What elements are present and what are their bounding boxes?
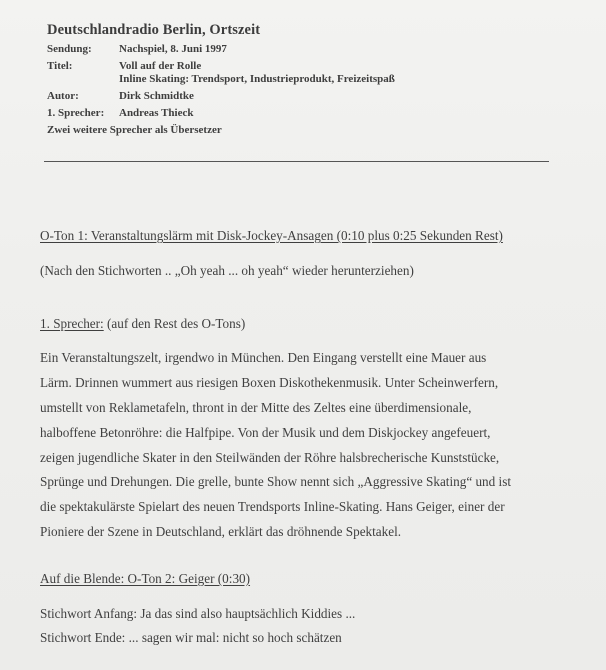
autor-label: Autor: (47, 90, 79, 102)
titel-line-1: Voll auf der Rolle (119, 60, 202, 72)
sprecher-row (47, 107, 557, 120)
narration-line: Lärm. Drinnen wummert aus riesigen Boxen Diskothekenmusik. Unter Scheinwerfern, (40, 375, 499, 391)
oton2-heading: Auf die Blende: O-Ton 2: Geiger (0:30) (40, 570, 251, 586)
narration-line: umstellt von Reklametafeln, thront in der Mitte des Zeltes eine überdimensionale, (40, 399, 472, 415)
document-header (47, 22, 557, 141)
speaker-line (40, 312, 540, 337)
sprecher-label: 1. Sprecher: (47, 107, 105, 119)
header-divider (44, 161, 549, 162)
titel-value (119, 60, 557, 86)
autor-row (47, 90, 557, 103)
sprecher-value: Andreas Thieck (119, 107, 194, 119)
narration-line: Sprünge und Drehungen. Die grelle, bunte Show nennt sich „Aggressive Skating“ und ist (40, 474, 512, 490)
narration-line: zeigen jugendliche Skater in den Steilwänden der Röhre halsbrecherische Kunststücke, (40, 449, 500, 465)
titel-row (47, 60, 557, 86)
document-body (40, 224, 540, 651)
narration-line: die spektakulärste Spielart des neuen Trendsports Inline-Skating. Hans Geiger, einer der (40, 499, 505, 515)
stichwort-anfang: Stichwort Anfang: Ja das sind also hauptsächlich Kiddies ... (40, 605, 356, 621)
oton1-heading: O-Ton 1: Veranstaltungslärm mit Disk-Jockey-Ansagen (0:10 plus 0:25 Sekunden Rest) (40, 228, 503, 243)
titel-line-2: Inline Skating: Trendsport, Industrieprodukt, Freizeitspaß (119, 73, 395, 85)
stichwort-ende: Stichwort Ende: ... sagen wir mal: nicht so hoch schätzen (40, 630, 342, 646)
oton1-note: (Nach den Stichworten .. „Oh yeah ... oh yeah“ wieder herunterziehen) (40, 262, 414, 278)
sendung-label: Sendung: (47, 43, 92, 55)
additional-speakers: Zwei weitere Sprecher als Übersetzer (47, 124, 222, 136)
speaker-label: 1. Sprecher: (40, 315, 104, 331)
speaker-note: (auf den Rest des O-Tons) (103, 315, 246, 331)
narration-line: Ein Veranstaltungszelt, irgendwo in München. Den Eingang verstellt eine Mauer aus (40, 350, 487, 366)
station-title: Deutschlandradio Berlin, Ortszeit (47, 22, 261, 38)
narration-line: halboffene Betonröhre: die Halfpipe. Von der Musik und dem Diskjockey angefeuert, (40, 424, 491, 440)
autor-value: Dirk Schmidtke (119, 90, 194, 102)
narration-paragraph (40, 346, 540, 544)
narration-line: Pioniere der Szene in Deutschland, erklärt das dröhnende Spektakel. (40, 523, 402, 539)
sendung-row (47, 43, 557, 56)
titel-label: Titel: (47, 60, 73, 72)
sendung-value: Nachspiel, 8. Juni 1997 (119, 43, 227, 55)
